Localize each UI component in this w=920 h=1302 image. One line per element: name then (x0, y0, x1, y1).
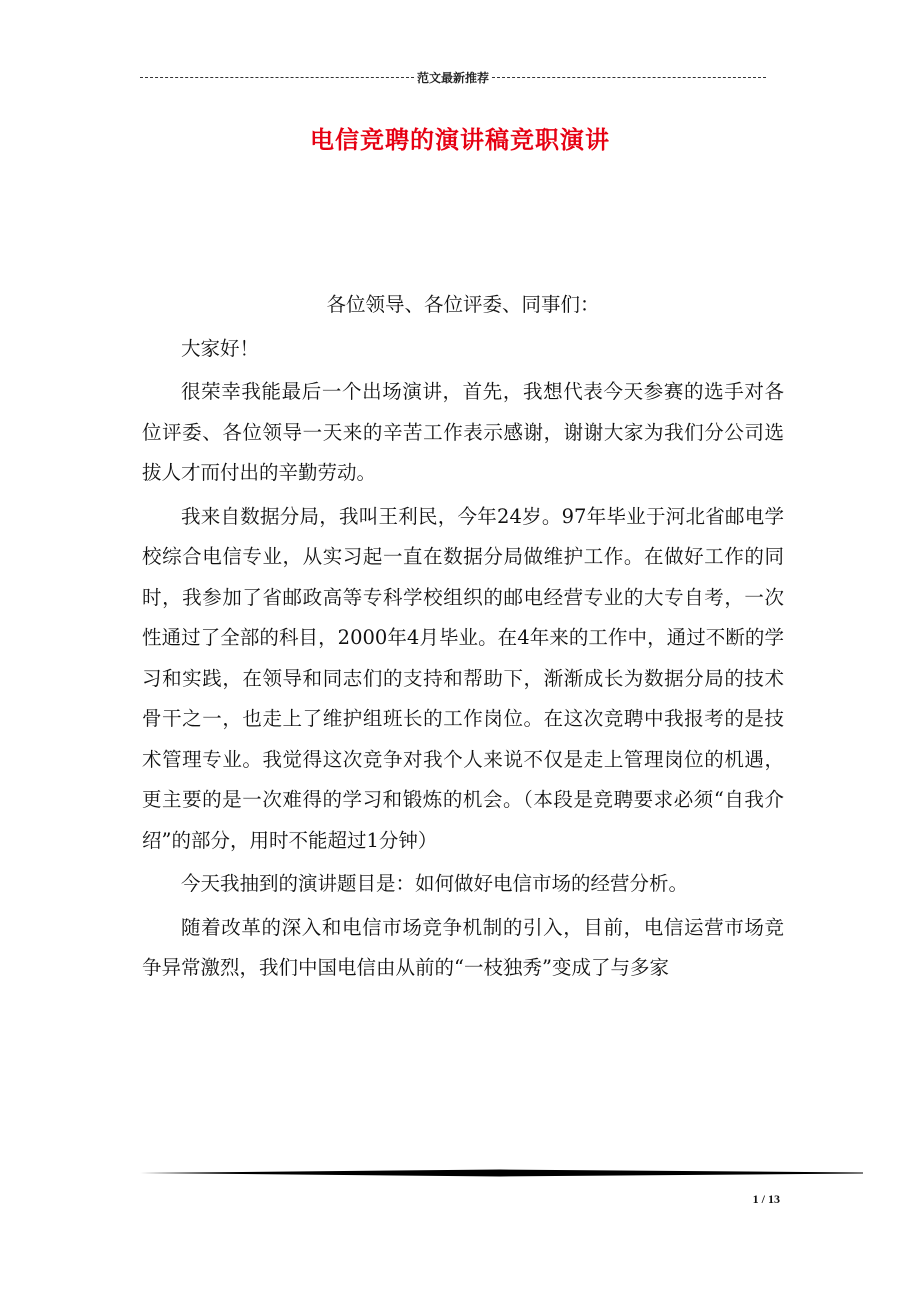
footer-rule-shape (140, 1170, 863, 1177)
header-rule (140, 68, 766, 86)
paragraph-self-introduction: 我来自数据分局，我叫王利民，今年24岁。97年毕业于河北省邮电学校综合电信专业，从实习起一直在数据分局做维护工作。在做好工作的同时，我参加了省邮政高等专科学校组织的邮电经营专业的大专自考，一次性通过了全部的科目，2000年4月毕业。在4年来的工作中，通过不断的学习和实践，在领导和同志们的支持和帮助下，渐渐成长为数据分局的技术骨干之一，也走上了维护组班长的工作岗位。在这次竞聘中我报考的是技术管理专业。我觉得这次竞争对我个人来说不仅是走上管理岗位的机遇，更主要的是一次难得的学习和锻炼的机会。（本段是竞聘要求必须“自我介绍”的部分，用时不能超过1分钟） (142, 504, 784, 852)
paragraph-market: 随着改革的深入和电信市场竞争机制的引入，目前，电信运营市场竞争异常激烈，我们中国电信由从前的“一枝独秀”变成了与多家 (142, 915, 784, 979)
salutation: 各位领导、各位评委、同事们： (326, 293, 600, 316)
header-label: 范文最新推荐 (417, 70, 490, 85)
page-number: 1 / 13 (752, 1192, 780, 1206)
document-title: 电信竞聘的演讲稿竞职演讲 (310, 126, 610, 154)
document-body (142, 285, 784, 992)
paragraph-greeting: 大家好！ (181, 336, 260, 360)
header-dashes-left (140, 77, 414, 78)
paragraph-thanks: 很荣幸我能最后一个出场演讲，首先，我想代表今天参赛的选手对各位评委、各位领导一天来的辛苦工作表示感谢，谢谢大家为我们分公司选拔人才而付出的辛勤劳动。 (142, 380, 784, 484)
footer-rule (140, 1168, 863, 1178)
paragraph-topic: 今天我抽到的演讲题目是：如何做好电信市场的经营分析。 (181, 872, 689, 895)
header-dashes-right (492, 77, 766, 78)
